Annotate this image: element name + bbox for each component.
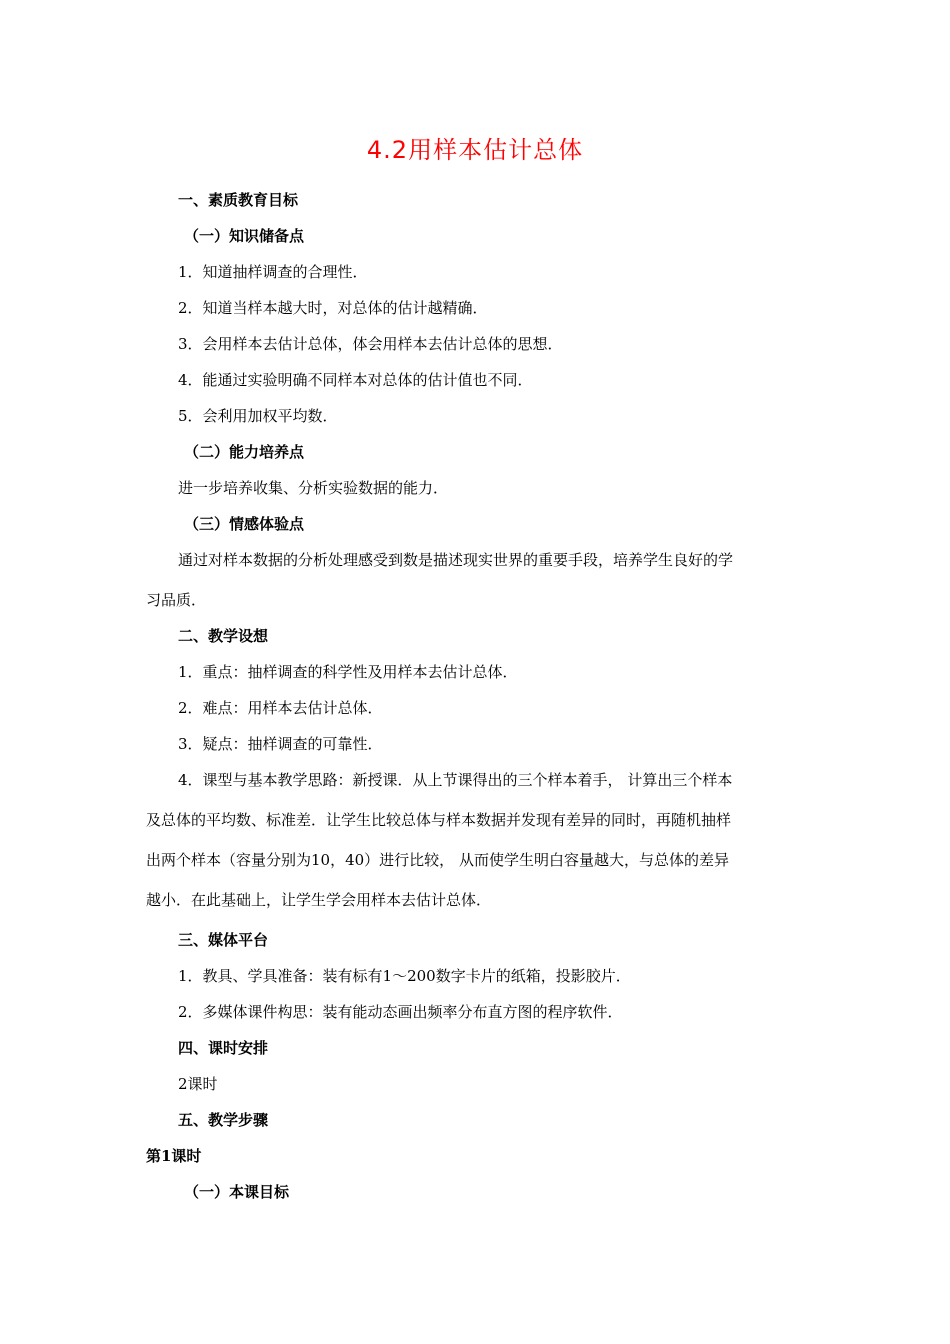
paragraph-line: 及总体的平均数、标准差．让学生比较总体与样本数据并发现有差异的同时，再随机抽样 [146, 811, 732, 829]
paragraph-line: 习品质． [146, 591, 207, 609]
paragraph: 进一步培养收集、分析实验数据的能力． [178, 479, 449, 497]
list-item: 1．知道抽样调查的合理性． [178, 263, 368, 281]
document-title: 4.2用样本估计总体 [366, 136, 584, 164]
list-item: 3．会用样本去估计总体，体会用样本去估计总体的思想． [178, 335, 563, 353]
paragraph-line: 4．课型与基本教学思路：新授课．从上节课得出的三个样本着手， 计算出三个样本 [178, 771, 733, 789]
section-heading-goals: 一、素质教育目标 [178, 191, 299, 209]
subheading-lesson-goals: （一）本课目标 [184, 1183, 290, 1201]
list-item: 4．能通过实验明确不同样本对总体的估计值也不同． [178, 371, 533, 389]
section-heading-schedule: 四、课时安排 [178, 1039, 269, 1057]
list-item: 5．会利用加权平均数． [178, 407, 338, 425]
list-item: 2．难点：用样本去估计总体． [178, 699, 383, 717]
paragraph: 2课时 [178, 1075, 218, 1093]
list-item: 2．多媒体课件构思：装有能动态画出频率分布直方图的程序软件． [178, 1003, 623, 1021]
section-heading-media: 三、媒体平台 [178, 931, 269, 949]
section-heading-design: 二、教学设想 [178, 627, 269, 645]
section-heading-steps: 五、教学步骤 [178, 1111, 269, 1129]
subheading-emotion: （三）情感体验点 [184, 515, 305, 533]
list-item: 3．疑点：抽样调查的可靠性． [178, 735, 383, 753]
list-item: 2．知道当样本越大时，对总体的估计越精确． [178, 299, 488, 317]
list-item: 1．重点：抽样调查的科学性及用样本去估计总体． [178, 663, 518, 681]
lesson-heading: 第1课时 [146, 1147, 202, 1165]
subheading-knowledge: （一）知识储备点 [184, 227, 305, 245]
subheading-ability: （二）能力培养点 [184, 443, 305, 461]
paragraph-line: 出两个样本（容量分别为10，40）进行比较， 从而使学生明白容量越大，与总体的差异 [146, 851, 729, 869]
list-item: 1．教具、学具准备：装有标有1～200数字卡片的纸箱，投影胶片． [178, 967, 631, 985]
paragraph-line: 越小．在此基础上，让学生学会用样本去估计总体． [146, 891, 492, 909]
paragraph-line: 通过对样本数据的分析处理感受到数是描述现实世界的重要手段，培养学生良好的学 [178, 551, 734, 569]
